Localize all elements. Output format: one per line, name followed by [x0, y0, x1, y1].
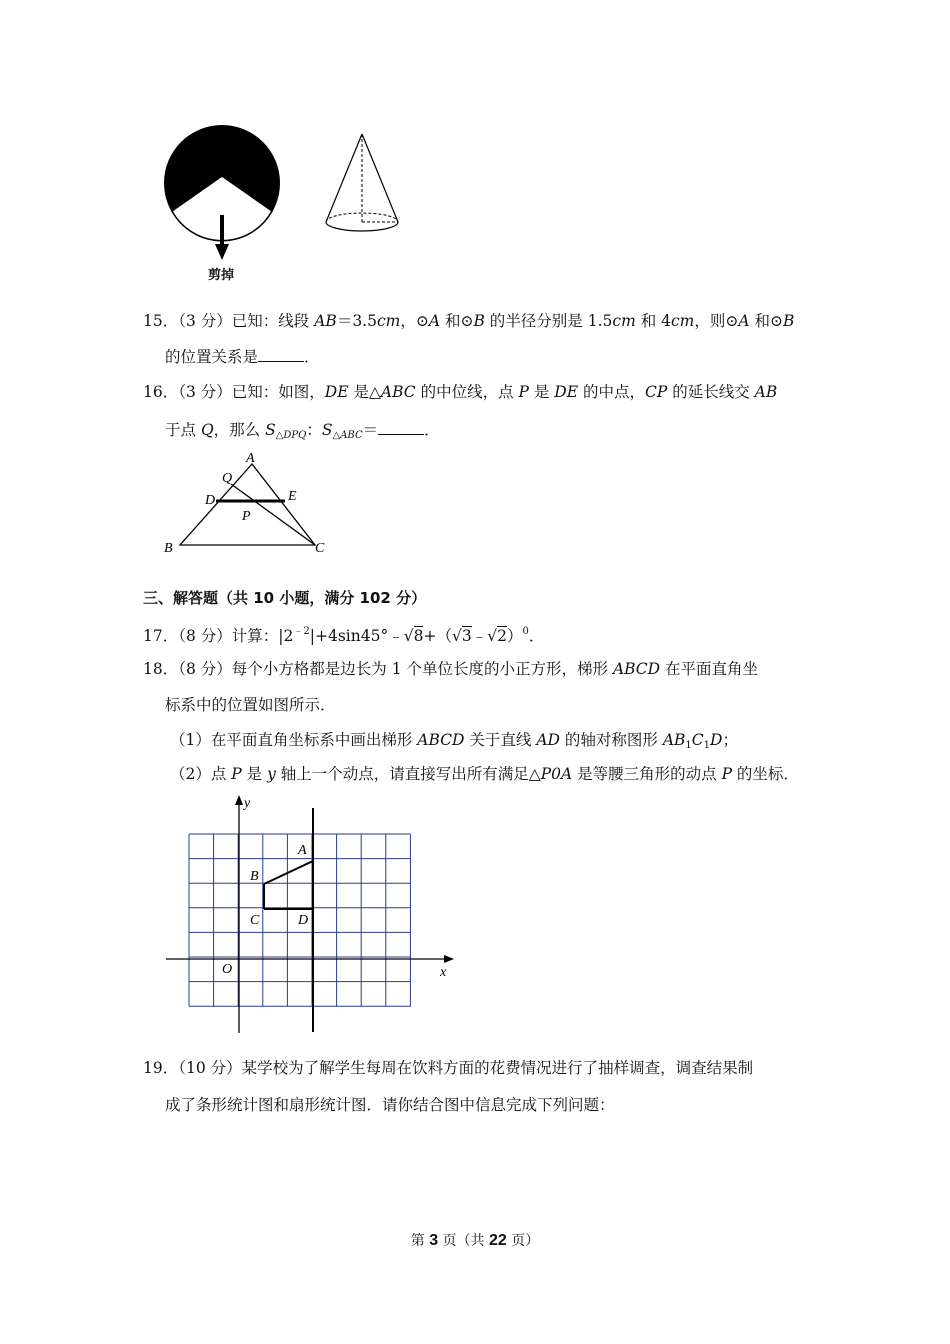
- label-D: D: [205, 493, 216, 508]
- segment-ab: [264, 861, 313, 884]
- sqrt-symbol: √: [487, 627, 498, 645]
- section-title: 三、解答题（共 10 小题，满分 102 分）: [143, 589, 427, 607]
- label-E: E: [288, 489, 297, 504]
- cone-left-edge: [326, 134, 362, 222]
- y-axis-arrow: [235, 795, 243, 805]
- q15-line1: 15．（3 分）已知：线段 AB＝3.5cm，⊙A 和⊙B 的半径分别是 1.5cm 和 4cm，则⊙A 和⊙B: [143, 312, 795, 330]
- q16-line2: 于点 Q，那么 $S_{\triangle DPQ}$：$S_{\triangle ABC}=$ ．: [165, 421, 440, 441]
- triangle-figure: [160, 448, 340, 560]
- circle-sector-figure: [160, 120, 290, 285]
- q19-line1: 19．（10 分）某学校为了解学生每周在饮料方面的花费情况进行了抽样调查，调查结果制: [143, 1059, 754, 1077]
- q18-sub1: （1）在平面直角坐标系中画出梯形 ABCD 关于直线 AD 的轴对称图形 $AB_1C_1D$；: [170, 731, 738, 751]
- q18-line1: 18．（8 分）每个小方格都是边长为 1 个单位长度的小正方形，梯形 ABCD 在平面直角坐: [143, 660, 759, 678]
- cone-right-edge: [362, 134, 398, 222]
- label-P: P: [242, 509, 251, 524]
- answer-blank: [258, 347, 304, 362]
- label-A: A: [246, 451, 255, 466]
- page-footer: 第 3 页（共 22 页）: [410, 1232, 540, 1249]
- coordinate-grid-figure: [160, 790, 460, 1040]
- label-x: x: [440, 965, 447, 980]
- sqrt-symbol: √: [403, 627, 414, 645]
- q17-line: 17．（8 分）计算：$|2^{﹣2}|+4\sin 45^\circ﹣√8+(√3﹣√2)^0$．: [143, 626, 545, 645]
- label-C: C: [315, 541, 325, 556]
- sqrt-symbol: √: [451, 627, 462, 645]
- label-D: D: [298, 913, 309, 928]
- label-y: y: [244, 796, 251, 811]
- answer-blank: [378, 420, 424, 435]
- cut-arrow-head: [215, 244, 229, 260]
- q15-line2: 的位置关系是 ．: [165, 348, 320, 366]
- triangle-abc: [180, 464, 315, 545]
- cone-base-front: [326, 222, 398, 231]
- label-B: B: [164, 541, 173, 556]
- page-number: 3: [429, 1232, 439, 1249]
- q18-line2: 标系中的位置如图所示．: [165, 696, 336, 714]
- label-Q: Q: [222, 471, 233, 486]
- label-B: B: [250, 869, 259, 884]
- label-O: O: [222, 962, 233, 977]
- q19-line2: 成了条形统计图和扇形统计图．请你结合图中信息完成下列问题：: [165, 1096, 615, 1114]
- q16-line1: 16．（3 分）已知：如图，DE 是△ABC 的中位线，点 P 是 DE 的中点，CP 的延长线交 AB: [143, 383, 778, 401]
- page-total: 22: [489, 1232, 507, 1249]
- cone-figure: [322, 130, 404, 240]
- label-C: C: [250, 913, 260, 928]
- q18-sub2: （2）点 P 是 y 轴上一个动点，请直接写出所有满足△P0A 是等腰三角形的动点 P 的坐标．: [170, 765, 799, 783]
- label-A: A: [298, 843, 307, 858]
- x-axis-arrow: [444, 955, 454, 963]
- cut-label: 剪掉: [208, 268, 235, 283]
